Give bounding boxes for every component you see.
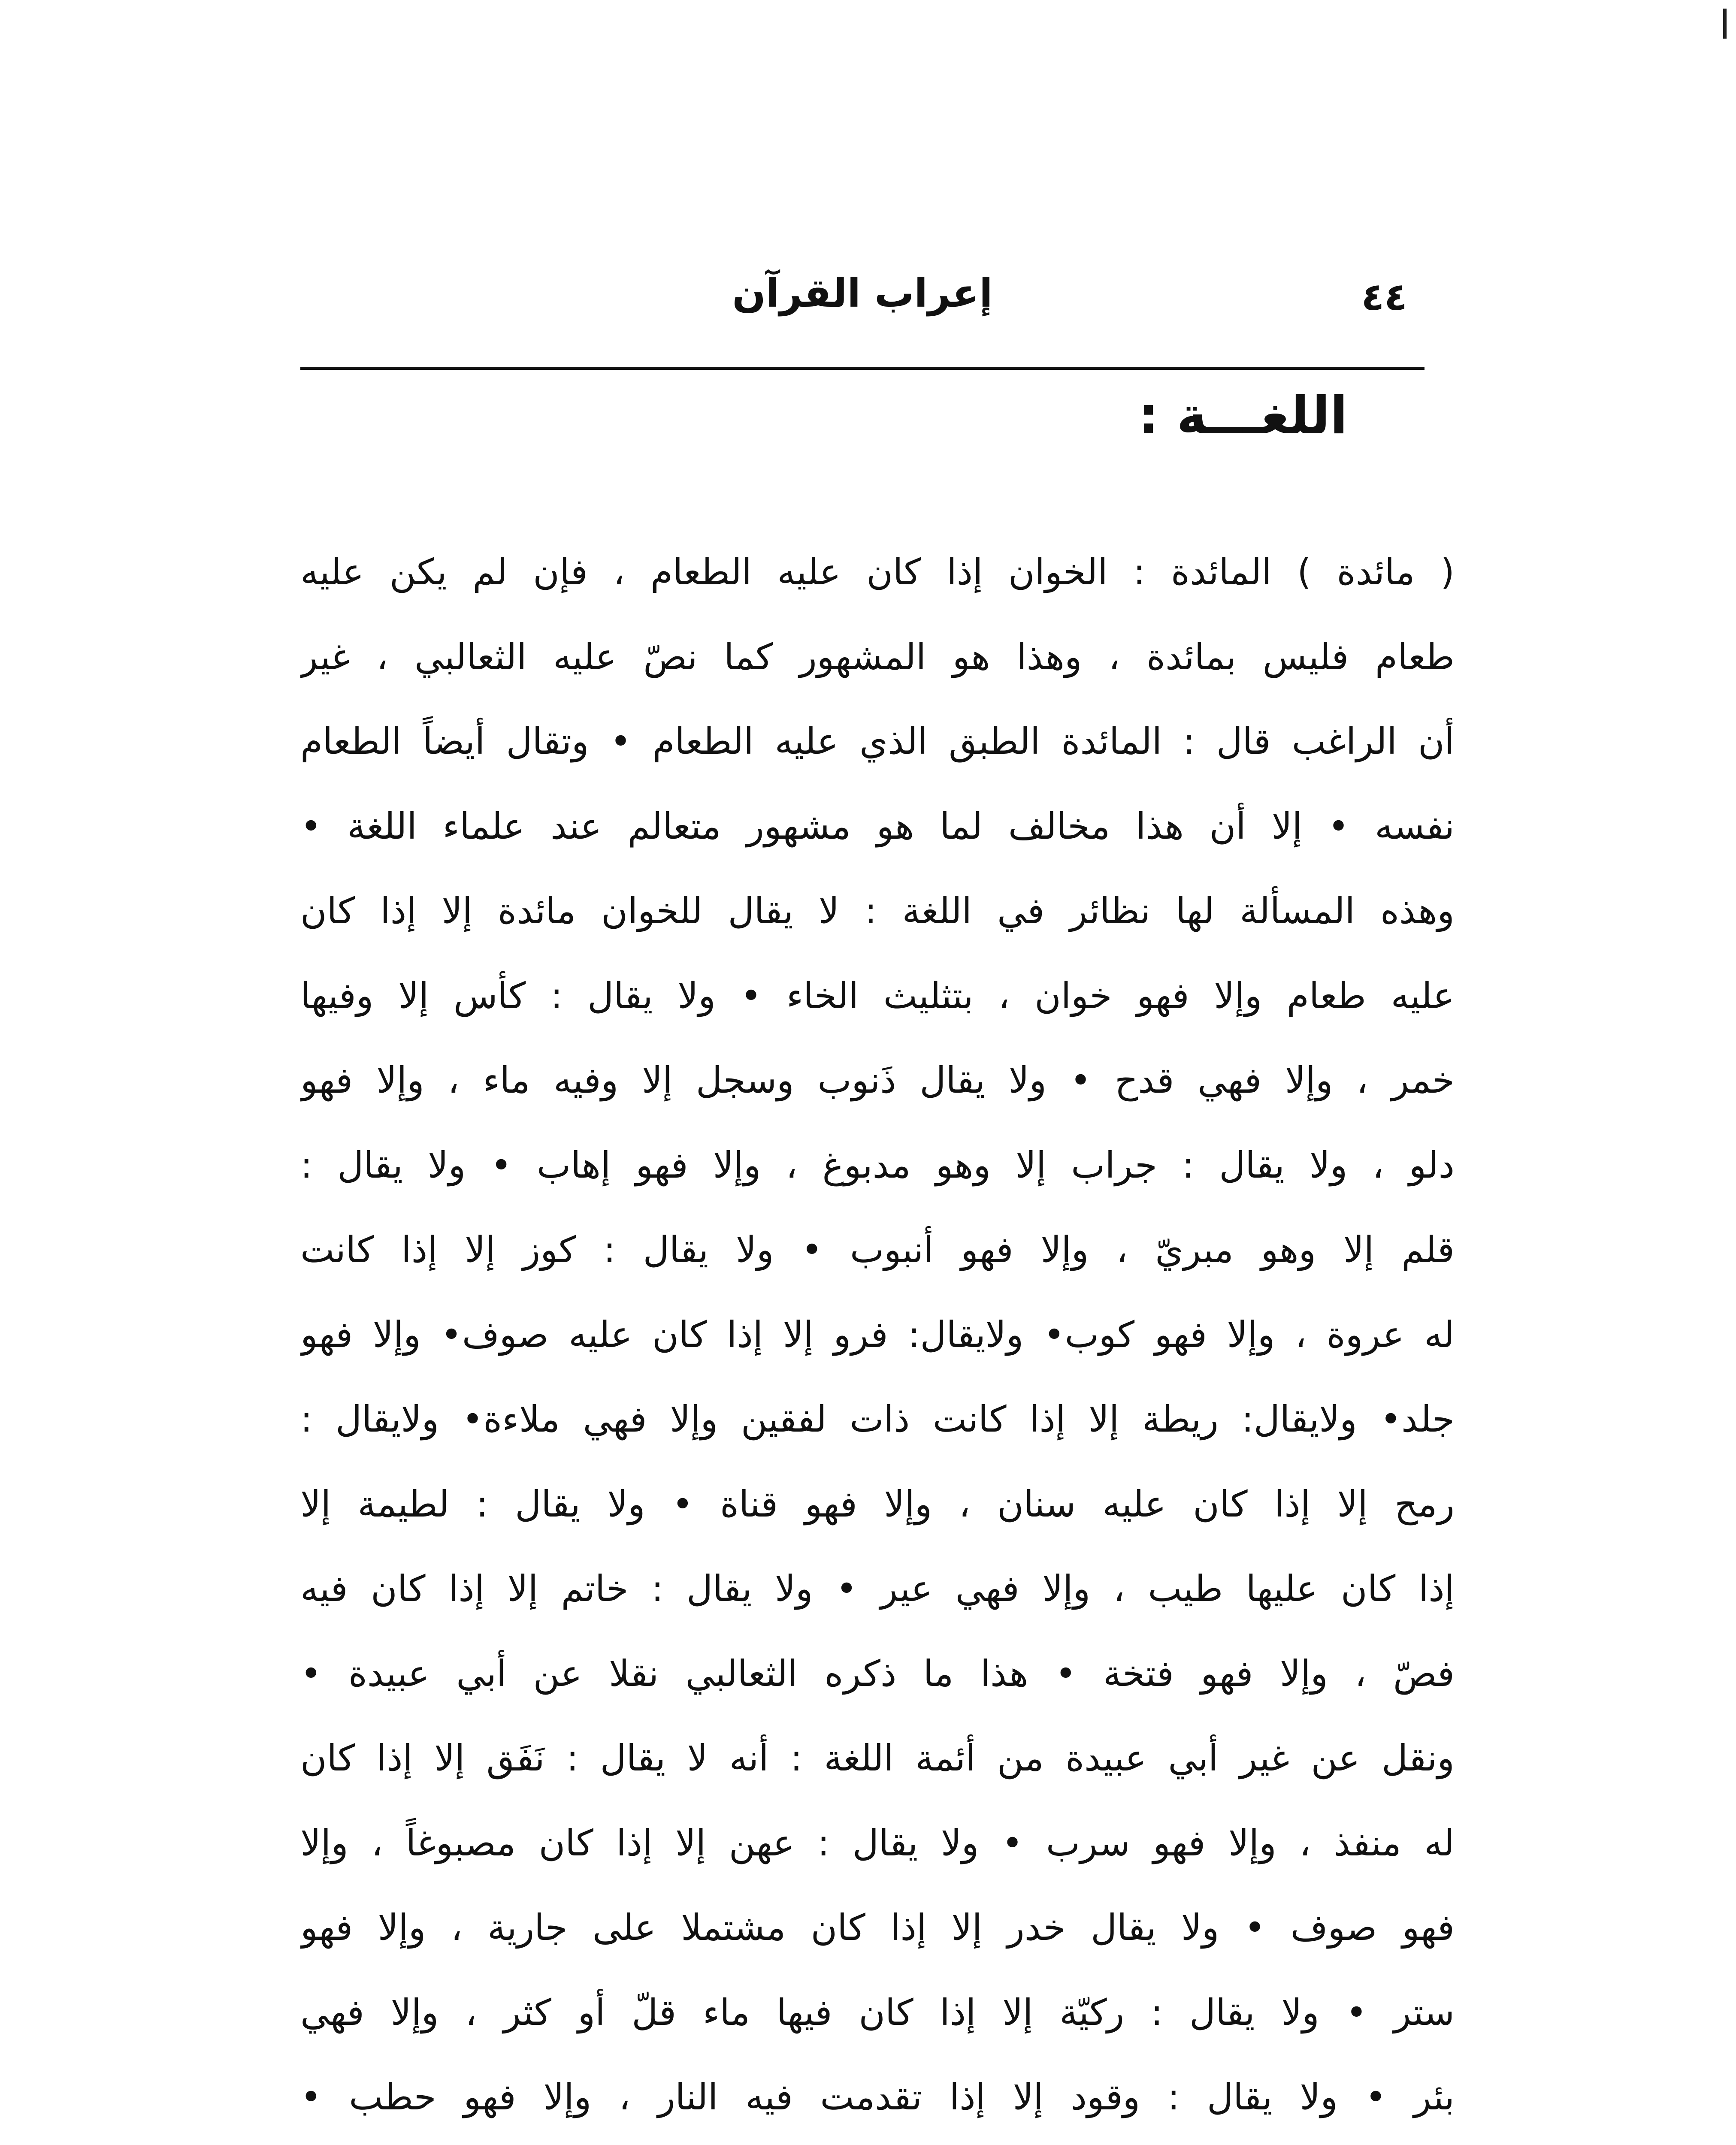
page-number: ٤٤: [1361, 275, 1407, 319]
text-line: طعام فليس بمائدة ، وهذا هو المشهور كما نصّ عليه الثعالبي ، غير: [300, 635, 1455, 678]
text-line: نفسه • إلا أن هذا مخالف لما هو مشهور متعالم عند علماء اللغة •: [300, 805, 1455, 847]
text-line: بئر • ولا يقال : وقود إلا إذا تقدمت فيه النار ، وإلا فهو حطب •: [300, 2076, 1455, 2118]
body-text: [300, 530, 1455, 2145]
text-line: له منفذ ، وإلا فهو سرب • ولا يقال : عهن إلا إذا كان مصبوغاً ، وإلا: [300, 1822, 1455, 1864]
text-line: ( مائدة ) المائدة : الخوان إذا كان عليه الطعام ، فإن لم يكن عليه: [300, 551, 1455, 593]
text-line: [300, 2140, 1455, 2145]
text-line: فهو صوف • ولا يقال خدر إلا إذا كان مشتملا على جارية ، وإلا فهو: [300, 1906, 1455, 1949]
section-heading: اللغـــة :: [1138, 386, 1348, 446]
text-line: ونقل عن غير أبي عبيدة من أئمة اللغة : أنه لا يقال : نَفَق إلا إذا كان: [300, 1737, 1455, 1779]
text-line: وهذه المسألة لها نظائر في اللغة : لا يقال للخوان مائدة إلا إذا كان: [300, 890, 1455, 932]
text-line: رمح إلا إذا كان عليه سنان ، وإلا فهو قناة • ولا يقال : لطيمة إلا: [300, 1483, 1455, 1525]
header-rule: [300, 367, 1424, 370]
text-line: خمر ، وإلا فهي قدح • ولا يقال ذَنوب وسجل إلا وفيه ماء ، وإلا فهو: [300, 1059, 1455, 1101]
scan-edge-mark: [1723, 9, 1727, 39]
text-line: ستر • ولا يقال : ركيّة إلا إذا كان فيها ماء قلّ أو كثر ، وإلا فهي: [300, 1991, 1455, 2033]
text-line: إذا كان عليها طيب ، وإلا فهي عير • ولا يقال : خاتم إلا إذا كان فيه: [300, 1568, 1455, 1610]
text-line: عليه طعام وإلا فهو خوان ، بتثليث الخاء • ولا يقال : كأس إلا وفيها: [300, 974, 1455, 1017]
page-header: [300, 257, 1424, 343]
text-line: له عروة ، وإلا فهو كوب• ولايقال: فرو إلا إذا كان عليه صوف• وإلا فهو: [300, 1313, 1455, 1356]
text-line: قلم إلا وهو مبريّ ، وإلا فهو أنبوب • ولا يقال : كوز إلا إذا كانت: [300, 1229, 1455, 1271]
text-line: جلد• ولايقال: ريطة إلا إذا كانت ذات لفقين وإلا فهي ملاءة• ولايقال :: [300, 1398, 1455, 1440]
text-line: دلو ، ولا يقال : جراب إلا وهو مدبوغ ، وإلا فهو إهاب • ولا يقال :: [300, 1144, 1455, 1186]
running-title: إعراب القرآن: [732, 270, 993, 316]
text-line: فصّ ، وإلا فهو فتخة • هذا ما ذكره الثعالبي نقلا عن أبي عبيدة •: [300, 1652, 1455, 1695]
text-line: أن الراغب قال : المائدة الطبق الذي عليه الطعام • وتقال أيضاً الطعام: [300, 720, 1455, 762]
